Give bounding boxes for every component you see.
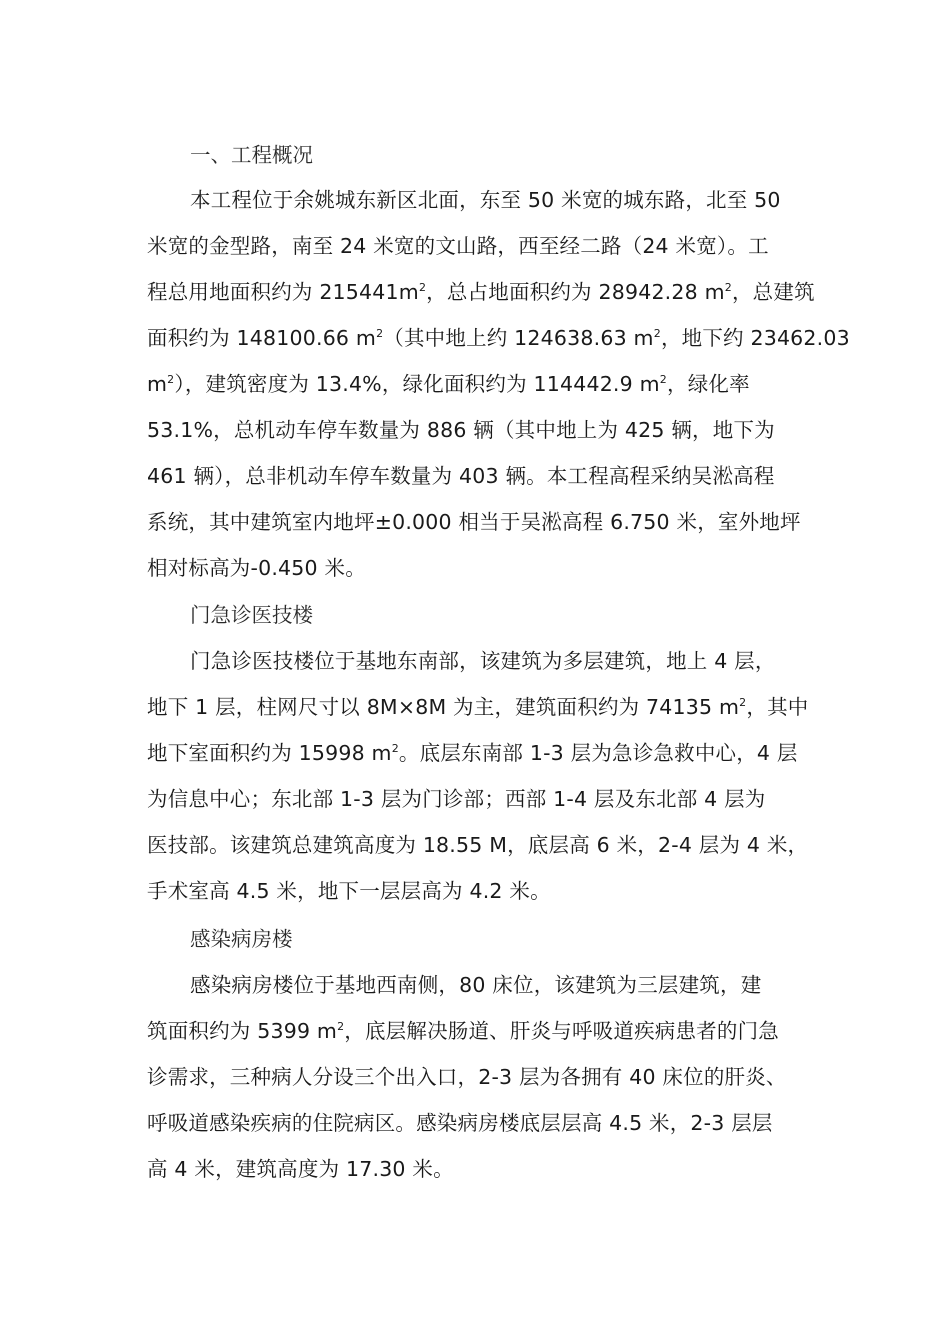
- text-span: 。底层东南部 1-3 层为急诊急救中心，4 层: [398, 741, 798, 765]
- text-span: m: [147, 372, 168, 396]
- text-span: （其中地上约 124638.63 m: [383, 326, 654, 350]
- paragraph-line: 为信息中心；东北部 1-3 层为门诊部；西部 1-4 层及东北部 4 层为: [147, 787, 766, 811]
- text-span: 地下 1 层，柱网尺寸以 8M×8M 为主，建筑面积约为 74135 m: [147, 695, 740, 719]
- text-span: ，地下约 23462.03: [660, 326, 850, 350]
- paragraph-line: 53.1%，总机动车停车数量为 886 辆（其中地上为 425 辆，地下为: [147, 418, 775, 442]
- superscript: 2: [337, 1020, 345, 1033]
- paragraph-line: 相对标高为-0.450 米。: [147, 556, 366, 580]
- superscript: 2: [167, 373, 175, 386]
- section-heading: 一、工程概况: [190, 143, 313, 167]
- paragraph-line: 门急诊医技楼位于基地东南部，该建筑为多层建筑，地上 4 层，: [190, 649, 776, 673]
- text-span: 程总用地面积约为 215441m: [147, 280, 419, 304]
- text-span: 筑面积约为 5399 m: [147, 1019, 338, 1043]
- text-span: ，绿化率: [667, 372, 750, 396]
- paragraph-line: 手术室高 4.5 米，地下一层层高为 4.2 米。: [147, 879, 551, 903]
- superscript: 2: [653, 327, 661, 340]
- paragraph-line: 本工程位于余姚城东新区北面，东至 50 米宽的城东路，北至 50: [190, 188, 781, 212]
- text-span: ，其中: [746, 695, 809, 719]
- paragraph-line: 系统，其中建筑室内地坪±0.000 相当于吴淞高程 6.750 米，室外地坪: [147, 510, 801, 534]
- paragraph-line: [147, 277, 815, 307]
- superscript: 2: [418, 281, 427, 294]
- paragraph-line: [147, 738, 798, 768]
- text-span: 地下室面积约为 15998 m: [147, 741, 392, 765]
- text-span: ），建筑密度为 13.4%，绿化面积约为 114442.9 m: [174, 372, 660, 396]
- subheading-outpatient-building: 门急诊医技楼: [190, 603, 313, 627]
- paragraph-line: 461 辆），总非机动车停车数量为 403 辆。本工程高程采纳吴淞高程: [147, 464, 775, 488]
- paragraph-line: 诊需求，三种病人分设三个出入口，2-3 层为各拥有 40 床位的肝炎、: [147, 1065, 787, 1089]
- superscript: 2: [659, 373, 667, 386]
- paragraph-line: 呼吸道感染疾病的住院病区。感染病房楼底层层高 4.5 米，2-3 层层: [147, 1111, 773, 1135]
- superscript: 2: [724, 281, 732, 294]
- paragraph-line: [147, 369, 750, 399]
- paragraph-line: [147, 1016, 779, 1046]
- paragraph-line: 感染病房楼位于基地西南侧，80 床位，该建筑为三层建筑，建: [190, 973, 762, 997]
- text-span: ，总占地面积约为 28942.28 m: [426, 280, 725, 304]
- text-span: ，底层解决肠道、肝炎与呼吸道疾病患者的门急: [344, 1019, 779, 1043]
- paragraph-line: 高 4 米，建筑高度为 17.30 米。: [147, 1157, 454, 1181]
- subheading-infection-ward: 感染病房楼: [190, 927, 293, 951]
- text-span: ，总建筑: [731, 280, 815, 304]
- superscript: 2: [391, 742, 399, 755]
- paragraph-line: 米宽的金型路，南至 24 米宽的文山路，西至经二路（24 米宽）。工: [147, 234, 769, 258]
- paragraph-line: 医技部。该建筑总建筑高度为 18.55 M，底层高 6 米，2-4 层为 4 米，: [147, 833, 809, 857]
- paragraph-line: [147, 323, 850, 353]
- superscript: 2: [739, 696, 747, 709]
- text-span: 面积约为 148100.66 m: [147, 326, 377, 350]
- paragraph-line: [147, 692, 808, 722]
- superscript: 2: [376, 327, 384, 340]
